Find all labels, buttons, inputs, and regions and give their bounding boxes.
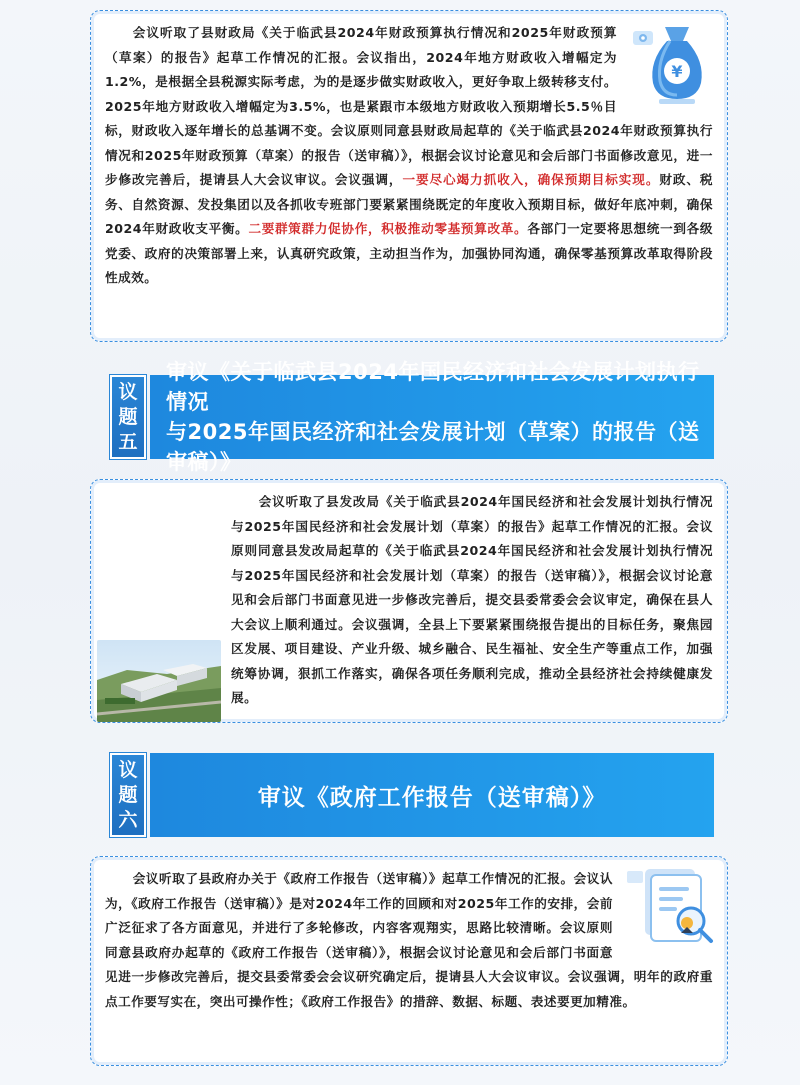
government-report-text: 会议听取了县政府办关于《政府工作报告（送审稿）》起草工作情况的汇报。会议认为，《政府工作报告（送审稿）》是对2024年工作的回顾和对2025年工作的安排，会前广泛征求了各方面意见，并进行了多轮修改，内容客观翔实，思路比较清晰。会议原则同意县政府办起草的《政府工作报告（送审稿）》，根据会议讨论意见和会后部门书面意见进一步修改完善后，提交县委常委会会议研究确定后，提请县人大会议审议。会议强调，明年的政府重点工作要写实在，突出可操作性；《政府工作报告》的措辞、数据、标题、表述要更加精准。: [105, 871, 713, 1009]
highlight-point-one: 一要尽心竭力抓收入，确保预期目标实现。: [402, 172, 660, 187]
development-plan-text: 会议听取了县发改局《关于临武县2024年国民经济和社会发展计划执行情况与2025年国民经济和社会发展计划（草案）的报告》起草工作情况的汇报。会议原则同意县发改局起草的《关于临武县2024年国民经济和社会发展计划执行情况与2025年国民经济和社会发展计划（草案）的报告（送审稿）》，根据会议讨论意见和会后部门书面意见进一步修改完善后，提交县委常委会会议审定，确保在县人大会议上顺利通过。会议强调，全县上下要紧紧围绕报告提出的目标任务，聚焦园区发展、项目建设、产业升级、城乡融合、民生福祉、安全生产等重点工作，加强统筹协调，狠抓工作落实，确保各项任务顺利完成，推动全县经济社会持续健康发展。: [231, 494, 713, 705]
topic-five-tag: 议 题 五: [110, 375, 146, 459]
topic-five-title: 审议《关于临武县2024年国民经济和社会发展计划执行情况 与2025年国民经济和社会发展计划（草案）的报告（送审稿）》: [150, 375, 714, 459]
topic-five-banner: [110, 360, 714, 474]
industrial-park-photo: [97, 640, 221, 722]
highlight-point-two: 二要群策群力促协作，积极推动零基预算改革。: [248, 221, 528, 236]
finance-report-text: 会议听取了县财政局《关于临武县2024年财政预算执行情况和2025年财政预算（草案）的报告》起草工作情况的汇报。会议指出，2024年地方财政收入增幅定为1.2%，是根据全县税源实际考虑，为的是逐步做实财政收入，更好争取上级转移支付。2025年地方财政收入增幅定为3.5%，也是紧跟市本级地方财政收入预期增长5.5％目标，财政收入逐年增长的总基调不变。会议原则同意县财政局起草的《关于临武县2024年财政预算执行情况和2025年财政预算（草案）的报告（送审稿）》，根据会议讨论意见和会后部门书面修改意见，进一步修改完善后，提请县人大会议审议。会议强调，一要尽心竭力抓收入，确保预期目标实现。财政、税务、自然资源、发投集团以及各抓收专班部门要紧紧围绕既定的年度收入预期目标，做好年底冲刺，确保2024年财政收支平衡。二要群策群力促协作，积极推动零基预算改革。各部门一定要将思想统一到各级党委、政府的决策部署上来，认真研究政策，主动担当作为，加强协同沟通，确保零基预算改革取得阶段性成效。: [105, 25, 714, 285]
money-bag-icon: [627, 17, 719, 109]
topic-six-banner: [110, 753, 714, 837]
svg-text:¥: ¥: [671, 62, 683, 81]
government-report-box: [90, 856, 728, 1066]
topic-six-tag: 议 题 六: [110, 753, 146, 837]
development-plan-box: [90, 479, 728, 723]
topic-six-title: 审议《政府工作报告（送审稿）》: [150, 753, 714, 837]
document-review-icon: [623, 861, 719, 951]
finance-report-box: [90, 10, 728, 342]
